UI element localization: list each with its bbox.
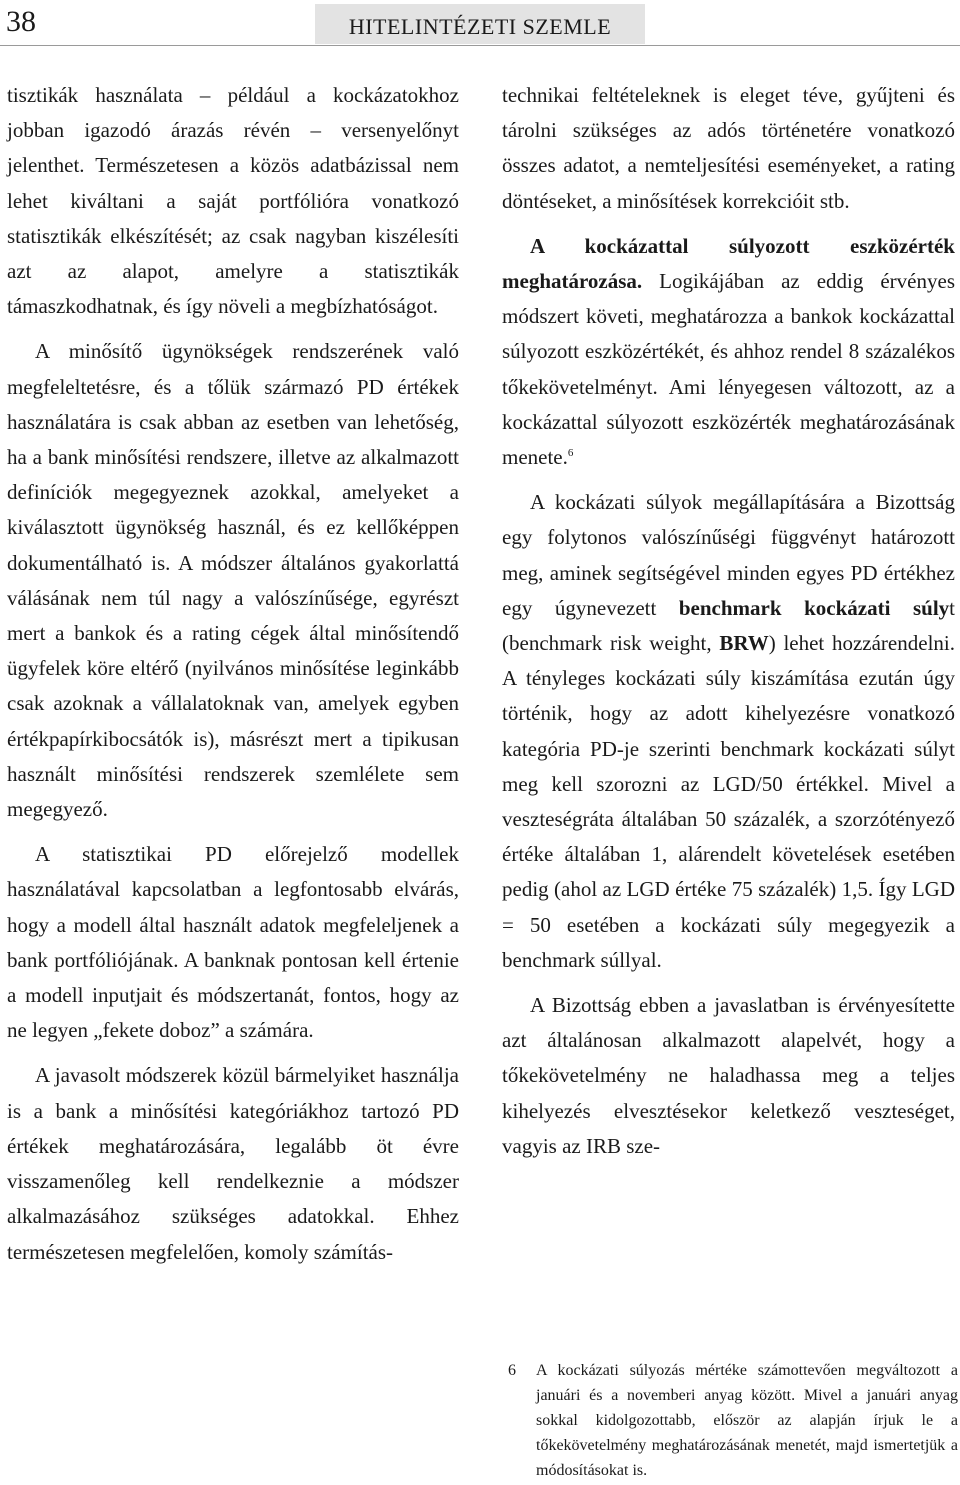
footnote-number: 6 <box>508 1362 516 1379</box>
bold-term: BRW <box>719 631 769 656</box>
paragraph: technikai feltételeknek is eleget téve, gyűjteni és tárolni szükséges az adós történetére vonatkozó összes adatot, a nemteljesítési eseményeket, a rating döntéseket, a minősítések korrekcióit stb. <box>502 83 955 213</box>
header-rule <box>0 45 960 46</box>
paragraph: A javasolt módszerek közül bármelyiket használja is a bank a minősítési kategóriákhoz tartozó PD értékek meghatározására, legalább öt évre visszamenőleg kell rendelkeznie a módszer alkalmazásához szükséges adatokkal. Ehhez természetesen megfelelően, komoly számítás- <box>7 1063 459 1264</box>
paragraph <box>502 229 955 475</box>
footnote-reference[interactable]: 6 <box>567 447 574 460</box>
paragraph: A minősítő ügynökségek rendszerének való megfeleltetésre, és a tőlük származó PD értékek használatára is csak abban az esetben van lehetőség, ha a bank minősítési rendszere, illetve az alkalmazott definíciók megegyeznek azokkal, amelyeket a kiválasztott ügynökség használ, és ez kellőképpen dokumentálható is. A módszer általános gyakorlattá válásának nem túl nagy a valószínűsége, egyrészt mert a bankok és a rating cégek által minősítendő ügyfelek köre eltérő (nyilvános minősítése leginkább csak azoknak a vállalatoknak van, amelyek egyben értékpapírkibocsátók is), másrészt mert a tipikusan használt minősítési rendszerek szemlélete sem megegyező. <box>7 339 459 822</box>
section-heading: A kockázattal súlyozott eszközérték meghatározása. <box>502 233 955 294</box>
page-number: 38 <box>6 5 36 38</box>
paragraph-text: A kockázati súlyok megállapítására a Bizottság egy folytonos valószínűségi függvényt határozott meg, aminek segítségével minden egyes PD értékhez egy úgynevezett <box>502 490 955 620</box>
paragraph <box>502 485 955 978</box>
paragraph-text: ) lehet hozzárendelni. A tényleges kockázati súly kiszámítása ezután úgy történik, hogy az adott kihelyezésre vonatkozó kategória PD-je szerinti benchmark kockázati súlyt meg kell szorozni az LGD/50 értékkel. Mivel a veszteségráta általában 50 százalék, a szorzótényező értéke általában 1, alárendelt követelések esetében pedig (ahol az LGD értéke 75 százalék) 1,5. Így LGD = 50 esetében a kockázati súly megegyezik a benchmark súllyal. <box>502 631 955 972</box>
left-column <box>7 78 459 1270</box>
paragraph-text: t (benchmark risk weight, <box>502 595 955 656</box>
right-column <box>502 78 955 1164</box>
footnote <box>502 1358 958 1483</box>
journal-title-box: HITELINTÉZETI SZEMLE <box>315 4 645 44</box>
paragraph: A Bizottság ebben a javaslatban is érvényesítette azt általánosan alkalmazott alapelvét, hogy a tőkekövetelmény ne haladhassa meg a teljes kihelyezés elvesztésekor keletkező veszteséget, vagyis az IRB sze- <box>502 993 955 1158</box>
paragraph: tisztikák használata – például a kockázatokhoz jobban igazodó árazás révén – versenyelőnyt jelenthet. Természetesen a közös adatbázissal nem lehet kiváltani a saját portfólióra vonatkozó statisztikák elkészítését; az csak nagyban kiszélesíti azt az alapot, amelyre a statisztikák támaszkodhatnak, és így növeli a megbízhatóságot. <box>7 83 459 319</box>
paragraph-text: Logikájában az eddig érvényes módszert követi, meghatározza a bankok kockázattal súlyozott eszközértékét, és ahhoz rendel 8 százalékos tőkekövetelményt. Ami lényegesen változott, az a kockázattal súlyozott eszközérték meghatározásának menete. <box>502 269 955 470</box>
paragraph: A statisztikai PD előrejelző modellek használatával kapcsolatban a legfontosabb elvárás, hogy a modell által használt adatok megfeleljenek a bank portfóliójának. A banknak pontosan kell értenie a modell inputjait és módszertanát, fontos, hogy az ne legyen „fekete doboz” a számára. <box>7 842 459 1043</box>
footnote-text: A kockázati súlyozás mértéke számottevően megváltozott a januári és a novemberi anyag között. Mivel a januári anyag sokkal kidolgozottabb, először az alapján írjuk le a tőkekövetelmény meghatározásának menetét, majd ismertetjük a módosításokat is. <box>536 1362 958 1479</box>
bold-term: benchmark kockázati súly <box>678 595 950 620</box>
